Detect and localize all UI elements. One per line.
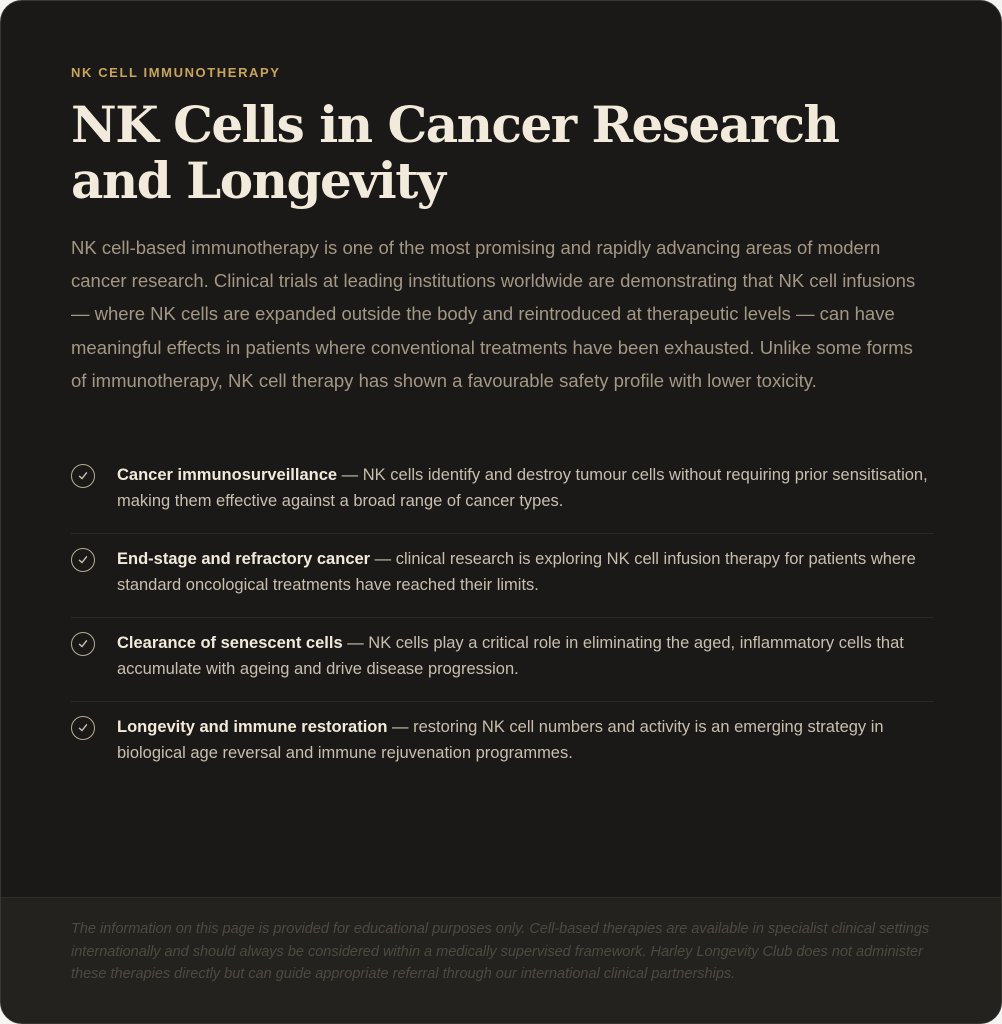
list-item-description: — clinical research is exploring NK cell infusion therapy for patients where standard oncological treatments have reached their limits. bbox=[117, 550, 916, 594]
list-item-description: — NK cells identify and destroy tumour cells without requiring prior sensitisation, making them effective against a broad range of cancer types. bbox=[117, 466, 928, 510]
check-circle-icon bbox=[71, 632, 95, 656]
intro-paragraph: NK cell-based immunotherapy is one of the most promising and rapidly advancing areas of modern cancer research. Clinical trials at leading institutions worldwide are demonstrating that NK cell infusions — where NK cells are expanded outside the body and reintroduced at therapeutic levels — can have meaningful effects in patients where conventional treatments have been exhausted. Unlike some forms of immunotherapy, NK cell therapy has shown a favourable safety profile with lower toxicity. bbox=[71, 237, 916, 391]
list-item-text bbox=[117, 462, 933, 514]
disclaimer-footer bbox=[1, 897, 1002, 1024]
list-item-text bbox=[117, 714, 933, 766]
list-item bbox=[71, 450, 933, 534]
check-circle-icon bbox=[71, 548, 95, 572]
list-item-heading: Longevity and immune restoration bbox=[117, 718, 388, 736]
list-item-text bbox=[117, 546, 933, 598]
list-item-description: — NK cells play a critical role in eliminating the aged, inflammatory cells that accumulate with ageing and drive disease progression. bbox=[117, 634, 904, 678]
list-item-heading: Clearance of senescent cells bbox=[117, 634, 343, 652]
check-circle-icon bbox=[71, 716, 95, 740]
check-circle-icon bbox=[71, 464, 95, 488]
list-item bbox=[71, 702, 933, 786]
section-eyebrow: NK CELL IMMUNOTHERAPY bbox=[71, 65, 281, 80]
disclaimer-text: The information on this page is provided for educational purposes only. Cell-based therapies are available in specialist clinical settings internationally and should always be considered within a medically supervised framework. Harley Longevity Club does not administer these therapies directly but can guide appropriate referral through our international clinical partnerships. bbox=[71, 921, 930, 982]
list-item-description: — restoring NK cell numbers and activity is an emerging strategy in biological age reversal and immune rejuvenation programmes. bbox=[117, 718, 884, 762]
benefits-list bbox=[71, 450, 933, 786]
list-item-heading: End-stage and refractory cancer bbox=[117, 550, 371, 568]
list-item-heading: Cancer immunosurveillance bbox=[117, 466, 338, 484]
list-item bbox=[71, 534, 933, 618]
list-item bbox=[71, 618, 933, 702]
list-item-text bbox=[117, 630, 933, 682]
page-title: NK Cells in Cancer Research and Longevity bbox=[71, 95, 839, 210]
